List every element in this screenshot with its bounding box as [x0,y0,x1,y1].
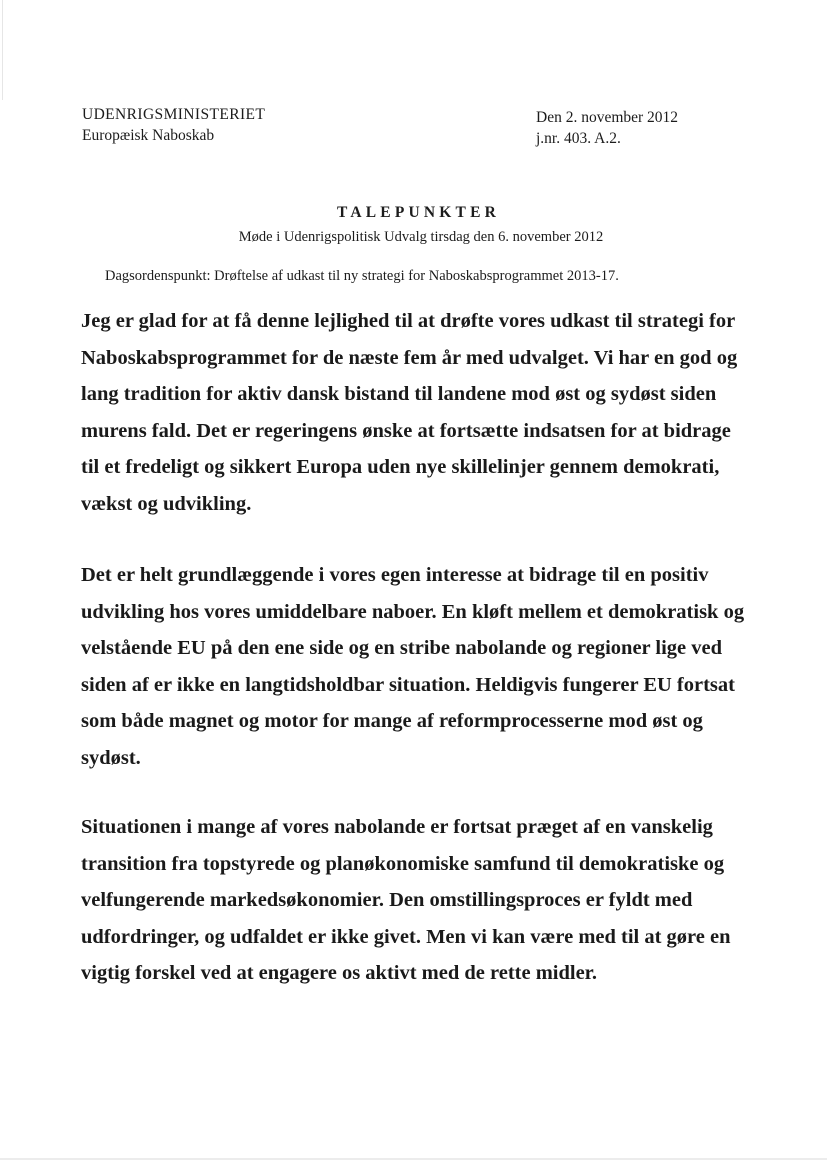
ministry-name: UDENRIGSMINISTERIET [82,106,266,123]
document-meta [536,107,678,149]
agenda-item: Dagsordenspunkt: Drøftelse af udkast til ny strategi for Naboskabsprogrammet 2013-17. [105,268,619,284]
department-name: Europæisk Naboskab [82,127,215,144]
document-date: Den 2. november 2012 [536,109,679,126]
sender-block [82,104,265,146]
paragraph-3: Situationen i mange af vores nabolande er fortsat præget af en vanskelig transition fra topstyrede og planøkonomiske samfund til demokratiske og velfungerende markedsøkonomier. Den omstillingsproces er fyldt med udfordringer, og udfaldet er ikke givet. Men vi kan være med til at gøre en vigtig forskel ved at engagere os aktivt med de rette midler. [81,816,731,985]
page-edge [2,0,3,100]
paragraph-2: Det er helt grundlæggende i vores egen interesse at bidrage til en positiv udvikling hos vores umiddelbare naboer. En kløft mellem et demokratisk og velstående EU på den ene side og en stribe nabolande og regioner lige ved siden af er ikke en langtidsholdbar situation. Heldigvis fungerer EU fortsat som både magnet og motor for mange af reformprocesserne mod øst og sydøst. [81,564,745,769]
document-title: TALEPUNKTER [336,204,501,221]
journal-number: j.nr. 403. A.2. [536,130,621,147]
page-edge-bottom [0,1158,827,1160]
document-subtitle: Møde i Udenrigspolitisk Udvalg tirsdag den 6. november 2012 [238,229,604,245]
paragraph-1: Jeg er glad for at få denne lejlighed til at drøfte vores udkast til strategi for Naboskabsprogrammet for de næste fem år med udvalget. Vi har en god og lang tradition for aktiv dansk bistand til landene mod øst og sydøst siden murens fald. Det er regeringens ønske at fortsætte indsatsen for at bidrage til et fredeligt og sikkert Europa uden nye skillelinjer gennem demokrati, vækst og udvikling. [81,310,738,515]
